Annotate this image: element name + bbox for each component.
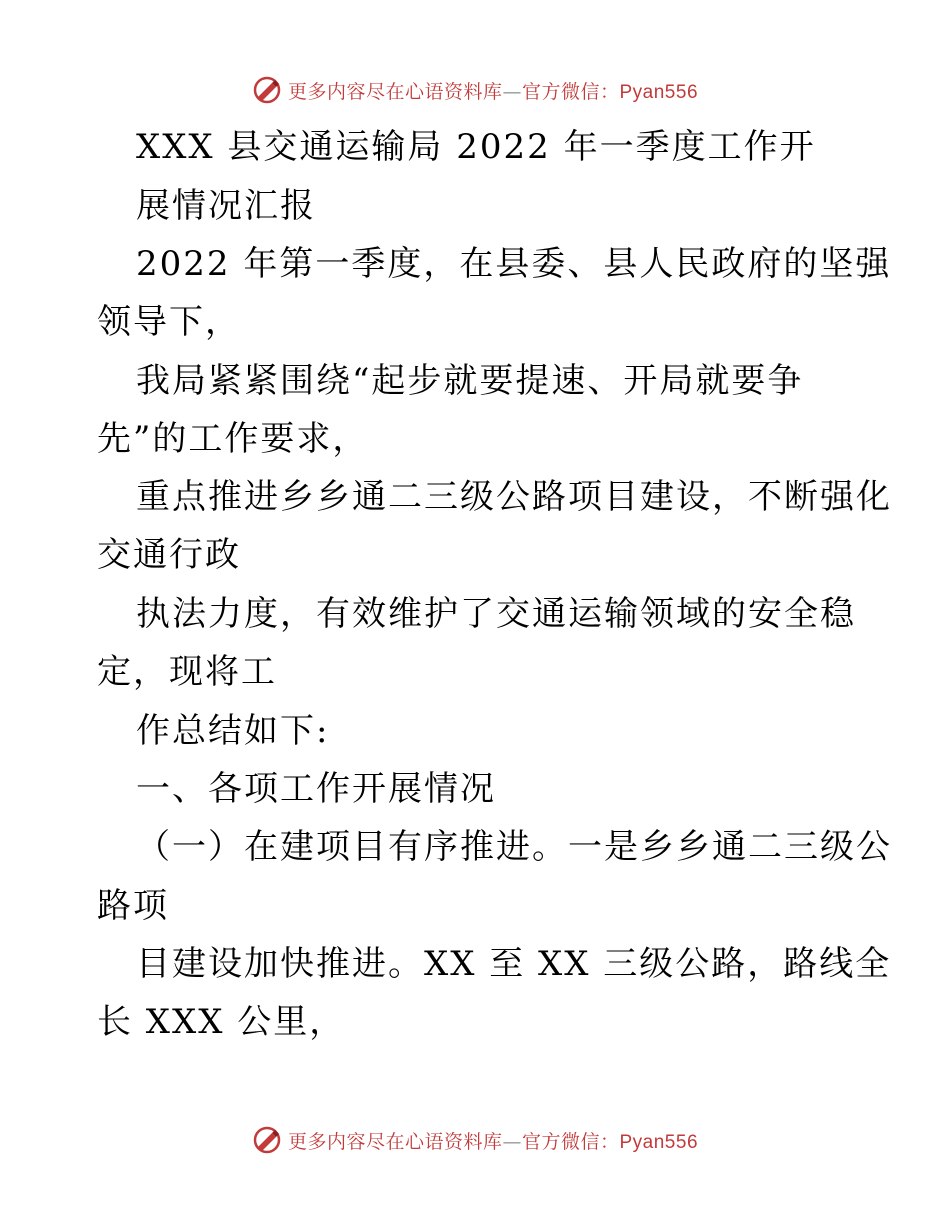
banner-contact-id: Pyan556 <box>619 1131 699 1153</box>
pen-logo-icon <box>252 1125 282 1155</box>
banner-contact-label: 官方微信： <box>521 80 620 103</box>
paragraph-line: 路项 <box>97 886 169 926</box>
paragraph-line: 重点推进乡乡通二三级公路项目建设，不断强化 <box>136 477 892 517</box>
section-heading: 一、各项工作开展情况 <box>136 769 496 809</box>
banner-contact-label: 官方微信： <box>521 1130 620 1153</box>
banner-separator: — <box>502 80 522 103</box>
paragraph-line: 定，现将工 <box>97 652 277 692</box>
footer-watermark-banner <box>0 1120 950 1160</box>
paragraph-line: 作总结如下: <box>136 711 330 751</box>
doc-title-line-1: XXX 县交通运输局 2022 年一季度工作开 <box>136 127 816 167</box>
banner-separator: — <box>502 1130 522 1153</box>
banner-title: 更多内容尽在心语资料库 <box>287 1130 503 1153</box>
paragraph-line: （一）在建项目有序推进。一是乡乡通二三级公 <box>136 827 892 867</box>
paragraph-line: 我局紧紧围绕“起步就要提速、开局就要争 <box>136 361 804 401</box>
paragraph-line: 交通行政 <box>97 535 241 575</box>
doc-title-line-2: 展情况汇报 <box>136 186 316 226</box>
paragraph-line: 2022 年第一季度，在县委、县人民政府的坚强 <box>136 244 892 284</box>
paragraph-line: 执法力度，有效维护了交通运输领域的安全稳 <box>136 594 856 634</box>
banner-title: 更多内容尽在心语资料库 <box>287 80 503 103</box>
paragraph-line: 领导下， <box>97 302 241 342</box>
banner-contact-id: Pyan556 <box>619 81 699 103</box>
paragraph-line: 长 XXX 公里， <box>97 1002 346 1042</box>
paragraph-line: 先”的工作要求， <box>97 419 369 459</box>
paragraph-line: 目建设加快推进。XX 至 XX 三级公路，路线全 <box>136 944 892 984</box>
banner-text <box>288 1127 698 1154</box>
